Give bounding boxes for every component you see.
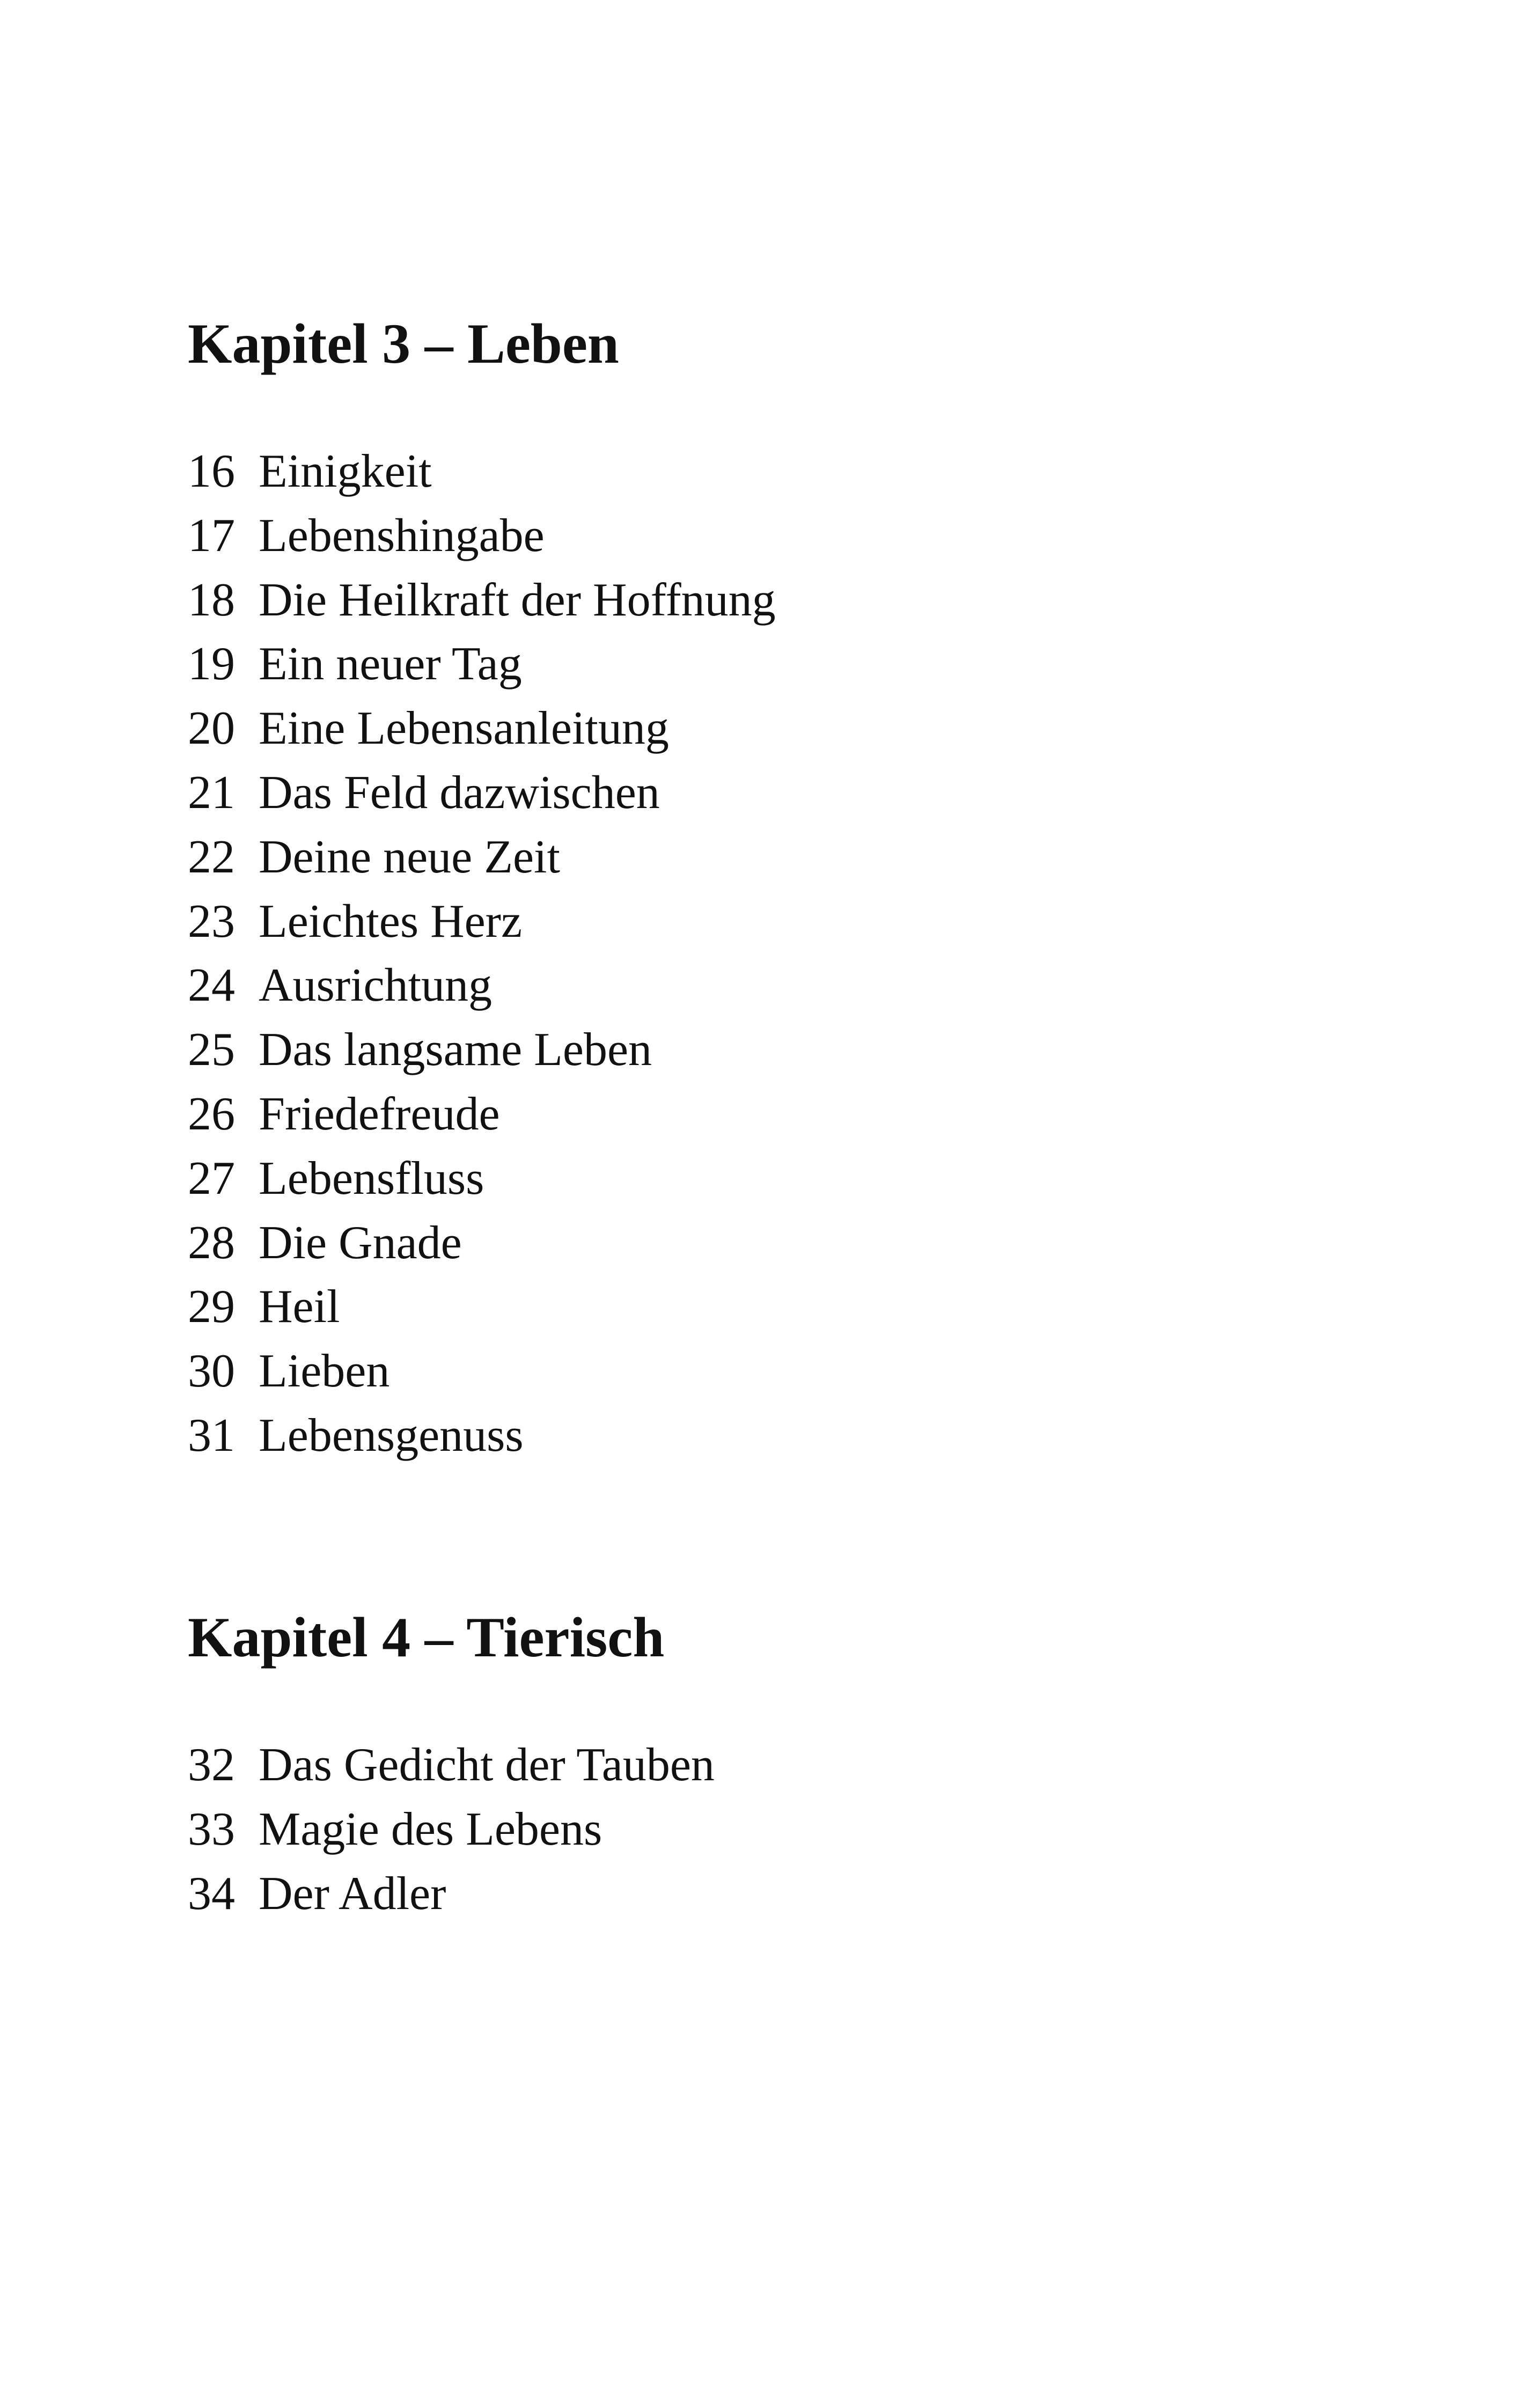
- entry-title: Lebensfluss: [259, 1152, 484, 1205]
- toc-entry[interactable]: [188, 761, 1422, 825]
- toc-entry[interactable]: [188, 1082, 1422, 1147]
- toc-entry[interactable]: [188, 953, 1422, 1018]
- toc-list: [188, 439, 1422, 1468]
- toc-entry[interactable]: [188, 568, 1422, 633]
- entry-title: Lieben: [259, 1345, 390, 1398]
- entry-title: Das langsame Leben: [259, 1024, 652, 1076]
- toc-entry[interactable]: [188, 439, 1422, 504]
- entry-title: Das Gedicht der Tauben: [259, 1739, 715, 1791]
- entry-title: Die Heilkraft der Hoffnung: [259, 574, 776, 626]
- entry-title: Die Gnade: [259, 1216, 462, 1269]
- entry-title: Eine Lebensanleitung: [259, 702, 669, 755]
- entry-number: 32: [188, 1739, 235, 1791]
- entry-title: Friedefreude: [259, 1088, 500, 1140]
- entry-number: 21: [188, 766, 235, 819]
- toc-entry[interactable]: [188, 825, 1422, 890]
- toc-entry[interactable]: [188, 1147, 1422, 1211]
- entry-number: 28: [188, 1216, 235, 1269]
- entry-title: Das Feld dazwischen: [259, 766, 660, 819]
- entry-number: 29: [188, 1281, 235, 1333]
- entry-number: 26: [188, 1088, 235, 1140]
- toc-entry[interactable]: [188, 890, 1422, 954]
- toc-entry[interactable]: [188, 632, 1422, 696]
- entry-title: Ein neuer Tag: [259, 638, 522, 691]
- entry-title: Ausrichtung: [259, 959, 493, 1012]
- chapter-section: [188, 309, 1422, 1468]
- toc-entry[interactable]: [188, 696, 1422, 761]
- entry-number: 23: [188, 895, 235, 948]
- entry-title: Der Adler: [259, 1867, 446, 1920]
- entry-title: Leichtes Herz: [259, 895, 523, 948]
- entry-title: Einigkeit: [259, 445, 432, 497]
- toc-list: [188, 1733, 1422, 1926]
- toc-entry[interactable]: [188, 1797, 1422, 1862]
- toc-entry[interactable]: [188, 1018, 1422, 1082]
- toc-entry[interactable]: [188, 504, 1422, 568]
- toc-entry[interactable]: [188, 1862, 1422, 1926]
- entry-number: 19: [188, 638, 235, 691]
- toc-entry[interactable]: [188, 1733, 1422, 1797]
- entry-title: Deine neue Zeit: [259, 831, 560, 883]
- chapter-title: Kapitel 3 – Leben: [188, 312, 619, 375]
- entry-number: 31: [188, 1409, 235, 1462]
- entry-number: 30: [188, 1345, 235, 1398]
- entry-number: 24: [188, 959, 235, 1012]
- entry-number: 27: [188, 1152, 235, 1205]
- toc-entry[interactable]: [188, 1339, 1422, 1404]
- toc-entry[interactable]: [188, 1404, 1422, 1468]
- chapter-title: Kapitel 4 – Tierisch: [188, 1606, 665, 1669]
- entry-number: 33: [188, 1803, 235, 1855]
- entry-number: 18: [188, 574, 235, 626]
- entry-number: 34: [188, 1867, 235, 1920]
- toc-entry[interactable]: [188, 1211, 1422, 1275]
- entry-title: Lebenshingabe: [259, 509, 545, 562]
- chapter-section: [188, 1603, 1422, 1926]
- entry-title: Magie des Lebens: [259, 1803, 602, 1855]
- toc-entry[interactable]: [188, 1275, 1422, 1339]
- entry-number: 20: [188, 702, 235, 755]
- entry-number: 17: [188, 509, 235, 562]
- entry-number: 25: [188, 1024, 235, 1076]
- entry-title: Lebensgenuss: [259, 1409, 524, 1462]
- entry-number: 16: [188, 445, 235, 497]
- entry-title: Heil: [259, 1281, 340, 1333]
- entry-number: 22: [188, 831, 235, 883]
